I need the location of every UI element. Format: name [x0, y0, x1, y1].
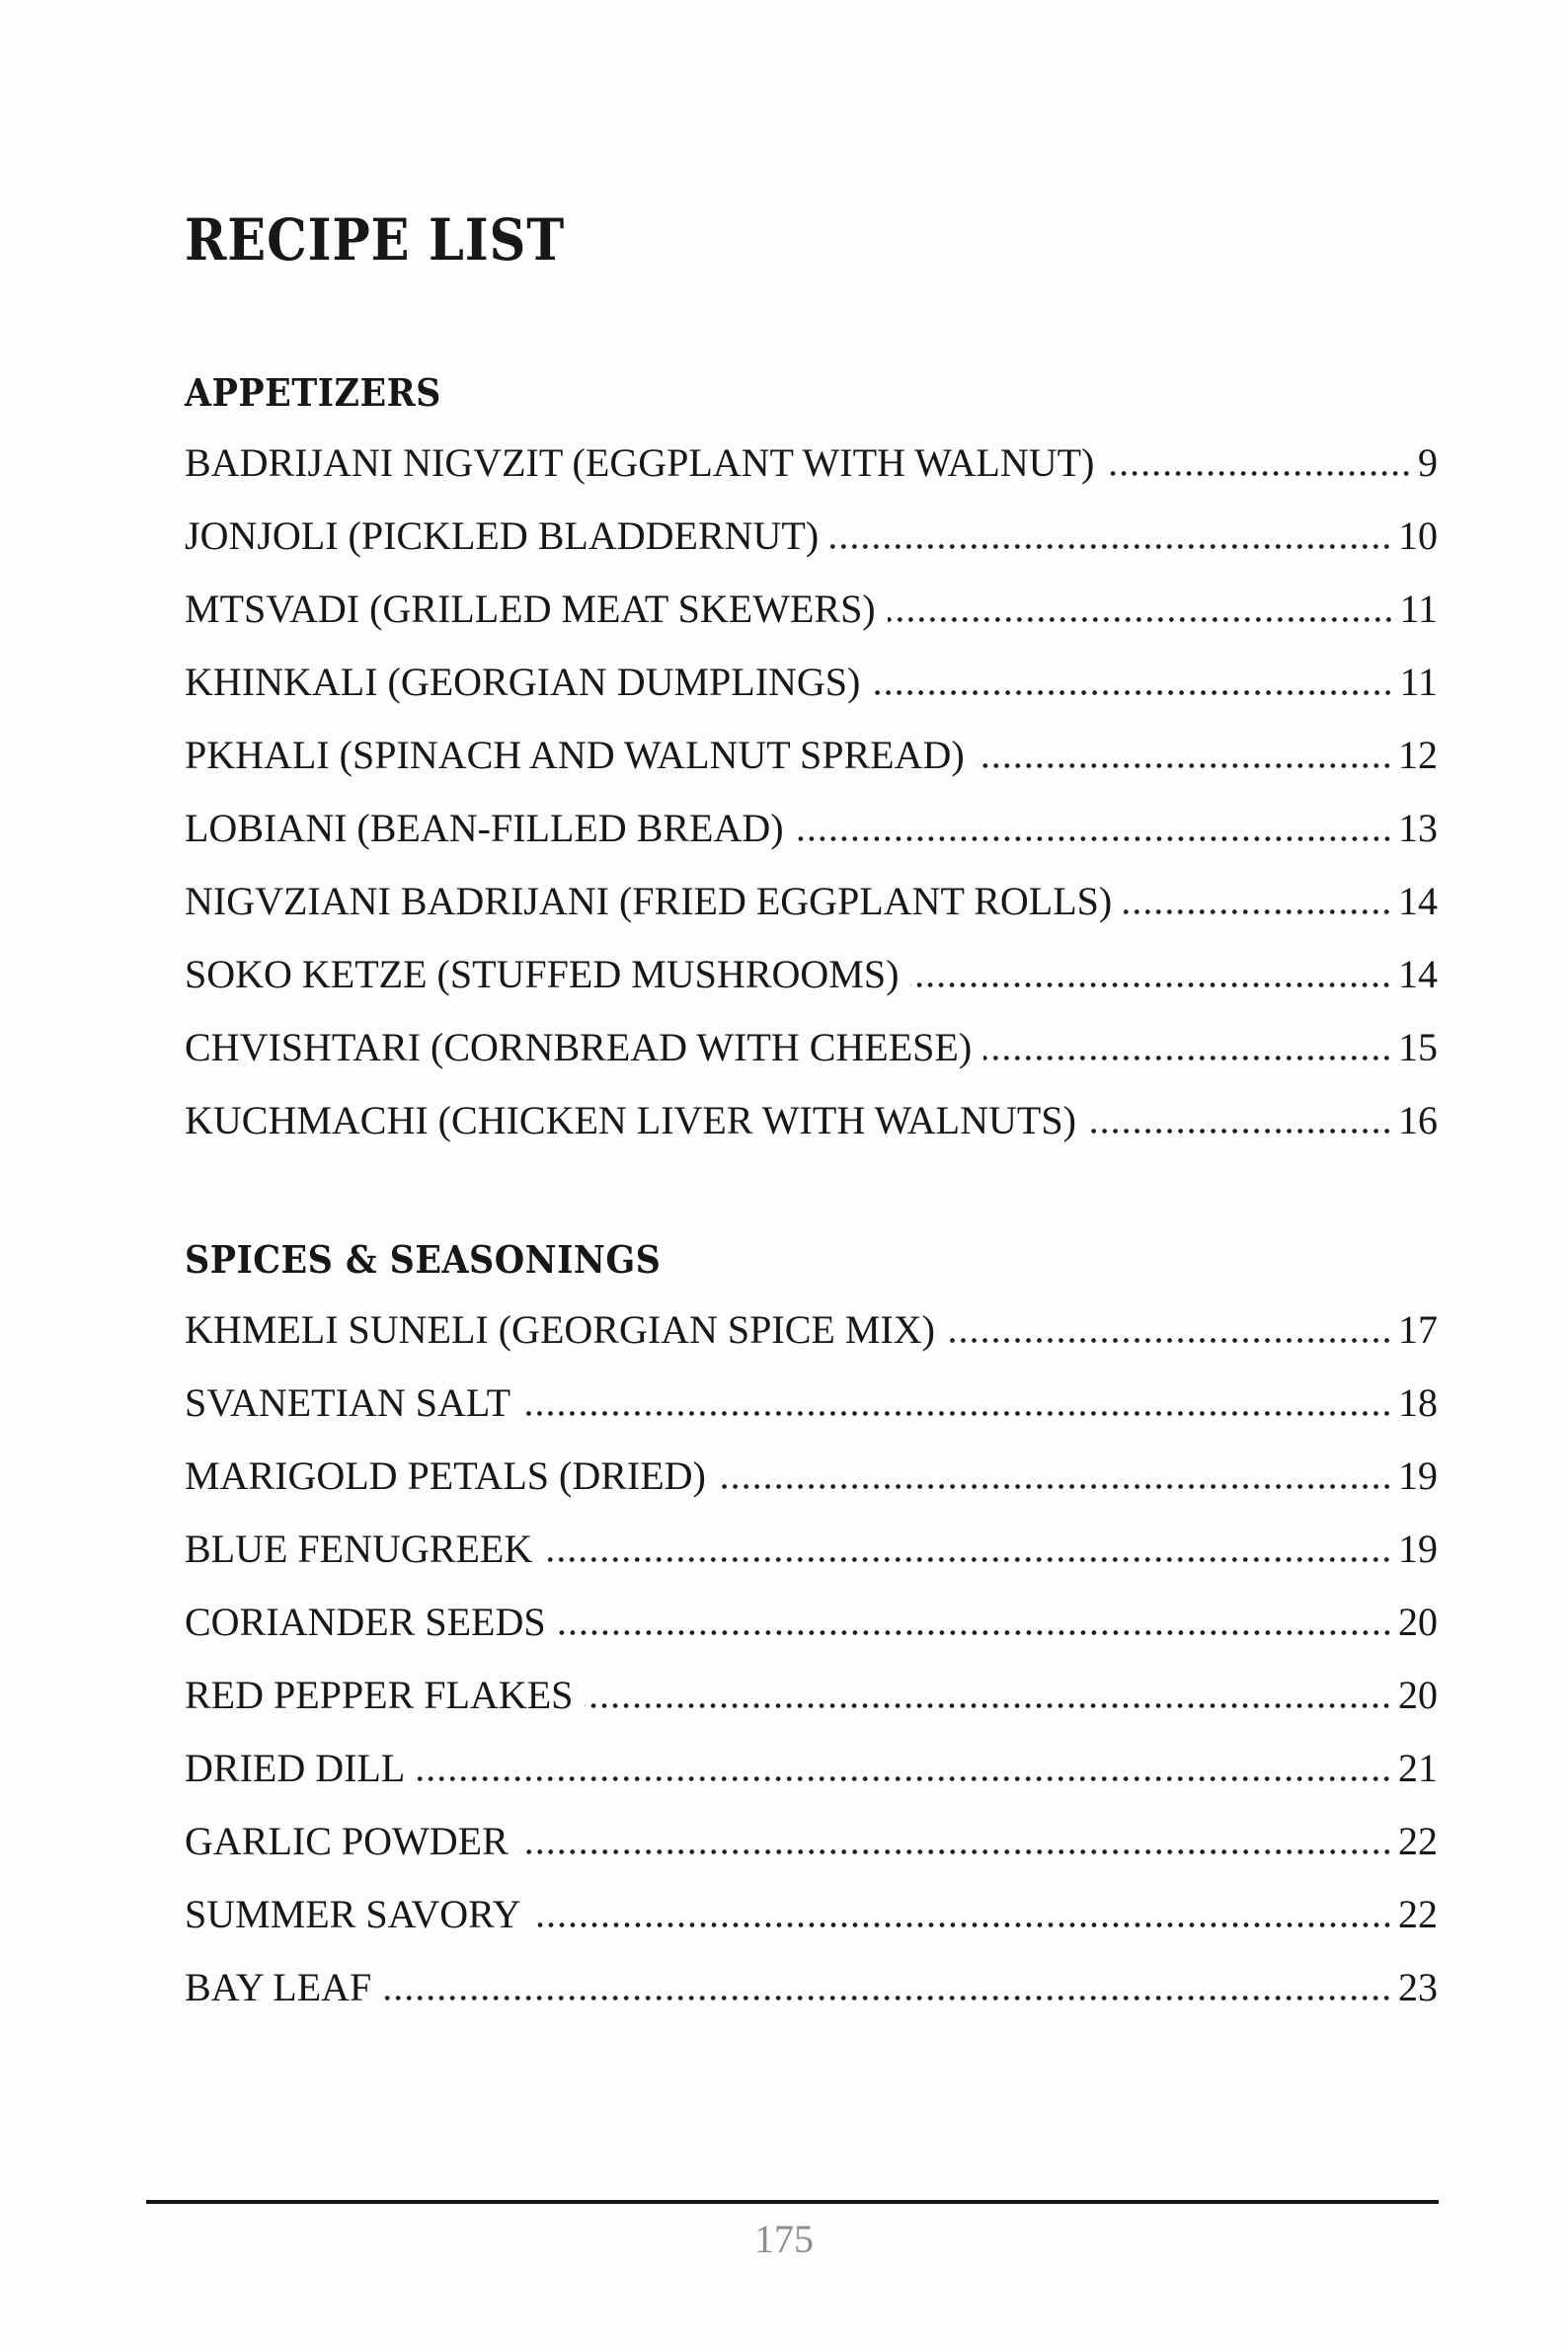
dot-leader — [910, 982, 1392, 987]
toc-entry-label: SUMMER SAVORY — [185, 1892, 521, 1936]
dot-leader — [830, 544, 1392, 549]
toc-entry-label: NIGVZIANI BADRIJANI (FRIED EGGPLANT ROLLS) — [185, 879, 1113, 923]
toc-entry-label: SOKO KETZE (STUFFED MUSHROOMS) — [185, 952, 900, 996]
page-title: RECIPE LIST — [185, 206, 566, 274]
toc-entry — [185, 719, 1438, 792]
toc-content — [185, 0, 1438, 2024]
toc-entry-page-number: 14 — [1398, 879, 1438, 923]
toc-entry — [185, 792, 1438, 865]
toc-entry-page-number: 19 — [1398, 1527, 1438, 1571]
footer-divider — [146, 2200, 1439, 2204]
toc-entry — [185, 500, 1438, 573]
toc-entry — [185, 1440, 1438, 1513]
toc-entry-page-number: 19 — [1398, 1453, 1438, 1498]
dot-leader — [796, 836, 1392, 841]
section-entries — [185, 427, 1438, 1157]
toc-entry-page-number: 18 — [1398, 1380, 1438, 1425]
toc-entry-label: BAY LEAF — [185, 1965, 372, 2009]
toc-entry — [185, 1084, 1438, 1157]
toc-entry-page-number: 11 — [1399, 587, 1438, 631]
section-entries — [185, 1294, 1438, 2024]
dot-leader — [558, 1630, 1392, 1635]
toc-entry-label: BADRIJANI NIGVZIT (EGGPLANT WITH WALNUT) — [185, 440, 1095, 485]
toc-entry-label: DRIED DILL — [185, 1746, 406, 1790]
toc-entry — [185, 1011, 1438, 1084]
dot-leader — [888, 617, 1394, 622]
toc-entry-label: BLUE FENUGREEK — [185, 1527, 533, 1571]
toc-entry — [185, 427, 1438, 500]
toc-entry-page-number: 12 — [1398, 733, 1438, 777]
toc-entry-page-number: 15 — [1398, 1025, 1438, 1069]
toc-entry-label: LOBIANI (BEAN-FILLED BREAD) — [185, 806, 784, 850]
toc-entry — [185, 1294, 1438, 1367]
toc-entry — [185, 1878, 1438, 1951]
toc-entry-label: MARIGOLD PETALS (DRIED) — [185, 1453, 706, 1498]
toc-entry-page-number: 13 — [1398, 806, 1438, 850]
dot-leader — [983, 1056, 1392, 1060]
dot-leader — [718, 1484, 1392, 1489]
toc-entry — [185, 1732, 1438, 1805]
toc-entry-label: GARLIC POWDER — [185, 1819, 509, 1863]
toc-entry-label: SVANETIAN SALT — [185, 1380, 511, 1425]
toc-entry-page-number: 22 — [1398, 1892, 1438, 1936]
toc-entry — [185, 938, 1438, 1011]
dot-leader — [520, 1849, 1392, 1854]
toc-entry — [185, 865, 1438, 938]
toc-entry-page-number: 20 — [1398, 1673, 1438, 1717]
toc-entry-label: JONJOLI (PICKLED BLADDERNUT) — [185, 513, 820, 558]
toc-entry-page-number: 16 — [1398, 1098, 1438, 1142]
dot-leader — [533, 1922, 1393, 1927]
toc-entry-page-number: 17 — [1398, 1307, 1438, 1352]
toc-section — [185, 1237, 1438, 2024]
toc-entry-page-number: 23 — [1398, 1965, 1438, 2009]
toc-entry-label: PKHALI (SPINACH AND WALNUT SPREAD) — [185, 733, 965, 777]
dot-leader — [1088, 1129, 1392, 1134]
toc-entry — [185, 1586, 1438, 1659]
toc-entry-page-number: 20 — [1398, 1600, 1438, 1644]
dot-leader — [544, 1557, 1392, 1562]
toc-entry-page-number: 10 — [1398, 513, 1438, 558]
toc-entry — [185, 1951, 1438, 2024]
toc-entry-label: CORIANDER SEEDS — [185, 1600, 546, 1644]
toc-entry — [185, 1659, 1438, 1732]
toc-entry-label: KHINKALI (GEORGIAN DUMPLINGS) — [185, 660, 861, 704]
toc-entry — [185, 573, 1438, 646]
toc-entry — [185, 1805, 1438, 1878]
dot-leader — [522, 1411, 1392, 1416]
dot-leader — [417, 1776, 1392, 1781]
toc-entry-label: KUCHMACHI (CHICKEN LIVER WITH WALNUTS) — [185, 1098, 1076, 1142]
toc-entry-page-number: 21 — [1398, 1746, 1438, 1790]
toc-entry-page-number: 14 — [1398, 952, 1438, 996]
toc-entry — [185, 1367, 1438, 1440]
toc-section — [185, 370, 1438, 1157]
toc-entry-label: RED PEPPER FLAKES — [185, 1673, 574, 1717]
dot-leader — [872, 690, 1393, 695]
folio-page-number: 175 — [754, 2217, 814, 2261]
toc-entry — [185, 1513, 1438, 1586]
toc-entry-page-number: 22 — [1398, 1819, 1438, 1863]
toc-entry-page-number: 9 — [1418, 440, 1438, 485]
toc-entry-page-number: 11 — [1399, 660, 1438, 704]
dot-leader — [1124, 909, 1392, 914]
toc-entry-label: MTSVADI (GRILLED MEAT SKEWERS) — [185, 587, 876, 631]
dot-leader — [585, 1703, 1392, 1708]
toc-entry — [185, 646, 1438, 719]
toc-entry-label: KHMELI SUNELI (GEORGIAN SPICE MIX) — [185, 1307, 935, 1352]
toc-entry-label: CHVISHTARI (CORNBREAD WITH CHEESE) — [185, 1025, 973, 1069]
dot-leader — [947, 1338, 1392, 1343]
toc-sections — [185, 370, 1438, 2024]
dot-leader — [1106, 471, 1412, 476]
dot-leader — [383, 1996, 1392, 2000]
section-heading: APPETIZERS — [185, 370, 441, 415]
section-heading: SPICES & SEASONINGS — [185, 1237, 662, 1282]
dot-leader — [977, 763, 1392, 768]
